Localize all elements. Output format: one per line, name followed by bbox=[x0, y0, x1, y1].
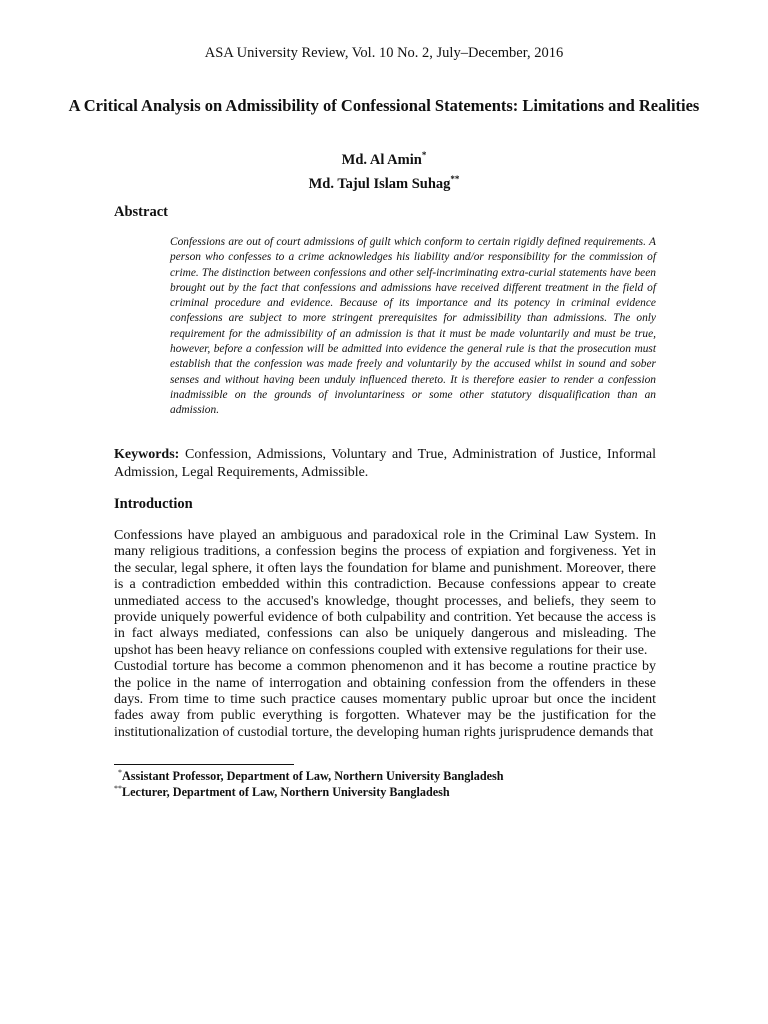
journal-header: ASA University Review, Vol. 10 No. 2, July–December, 2016 bbox=[204, 45, 564, 61]
introduction-heading: Introduction bbox=[114, 496, 193, 512]
footnote-2 bbox=[114, 784, 450, 800]
introduction-paragraph-2: Custodial torture has become a common phenomenon and it has become a routine practice by the police in the name of interrogation and obtaining confession from the offenders in these days. From time to time such practice causes momentary public uproar but once the incident fades away from public everything is forgotten. Whatever may be the justification for the institutionalization of custodial torture, the developing human rights jurisprudence demands that bbox=[114, 659, 656, 740]
introduction-paragraph-1: Confessions have played an ambiguous and paradoxical role in the Criminal Law System. In many religious traditions, a confession begins the process of expiation and forgiveness. Yet in the secular, legal sphere, it often lays the foundation for blame and punishment. Moreover, there is a contradiction embedded within this contradiction. Because confessions appear to create unmediated access to the accused's knowledge, thought processes, and beliefs, they seem to provide uniquely powerful evidence of both culpability and contrition. Yet because the access is in fact always mediated, confessions can also be uniquely dangerous and misleading. The upshot has been heavy reliance on confessions coupled with extensive regulations for their use. bbox=[114, 528, 656, 658]
keywords bbox=[114, 446, 656, 481]
author-2-name: Md. Tajul Islam Suhag bbox=[308, 175, 451, 192]
abstract-heading: Abstract bbox=[114, 204, 168, 220]
footnote-1 bbox=[118, 768, 504, 784]
keywords-label: Keywords: bbox=[114, 447, 180, 462]
author-2 bbox=[0, 174, 768, 193]
author-1-name: Md. Al Amin bbox=[341, 151, 422, 168]
author-2-mark: ** bbox=[450, 174, 460, 184]
abstract-text: Confessions are out of court admissions of guilt which conform to certain rigidly defined requirements. A person who confesses to a crime acknowledges his liability and/or responsibility for the commission of crime. The distinction between confessions and other self-incriminating extra-curial statements have been brought out by the fact that confessions and admissions have received different treatment in the field of criminal procedure and evidence. Because of its importance and its potency in criminal evidence confessions are subject to more stringent prerequisites for admissibility than admissions. The only requirement for the admissibility of an admission is that it must be made voluntarily and must be true, however, before a confession will be admitted into evidence the general rule is that the prosecution must establish that the confession was made freely and voluntarily by the accused whilst in sound and sober senses and without having been unduly influenced thereto. It is therefore easier to render a confession inadmissible on the grounds of involuntariness or some other statutory disqualification than an admission. bbox=[170, 236, 656, 417]
keywords-text: Confession, Admissions, Voluntary and True, Administration of Justice, Informal Admission, Legal Requirements, Admissible. bbox=[114, 447, 657, 480]
footnote-2-mark: ** bbox=[114, 784, 122, 793]
author-1 bbox=[0, 150, 768, 169]
footnote-divider bbox=[114, 764, 294, 765]
author-1-mark: * bbox=[421, 150, 427, 160]
footnote-1-mark: * bbox=[118, 768, 122, 777]
paper-title: A Critical Analysis on Admissibility of Confessional Statements: Limitations and Realities bbox=[68, 96, 700, 115]
introduction-body bbox=[114, 528, 656, 741]
footnote-2-text: Lecturer, Department of Law, Northern University Bangladesh bbox=[122, 785, 450, 800]
footnote-1-text: Assistant Professor, Department of Law, Northern University Bangladesh bbox=[122, 769, 504, 784]
